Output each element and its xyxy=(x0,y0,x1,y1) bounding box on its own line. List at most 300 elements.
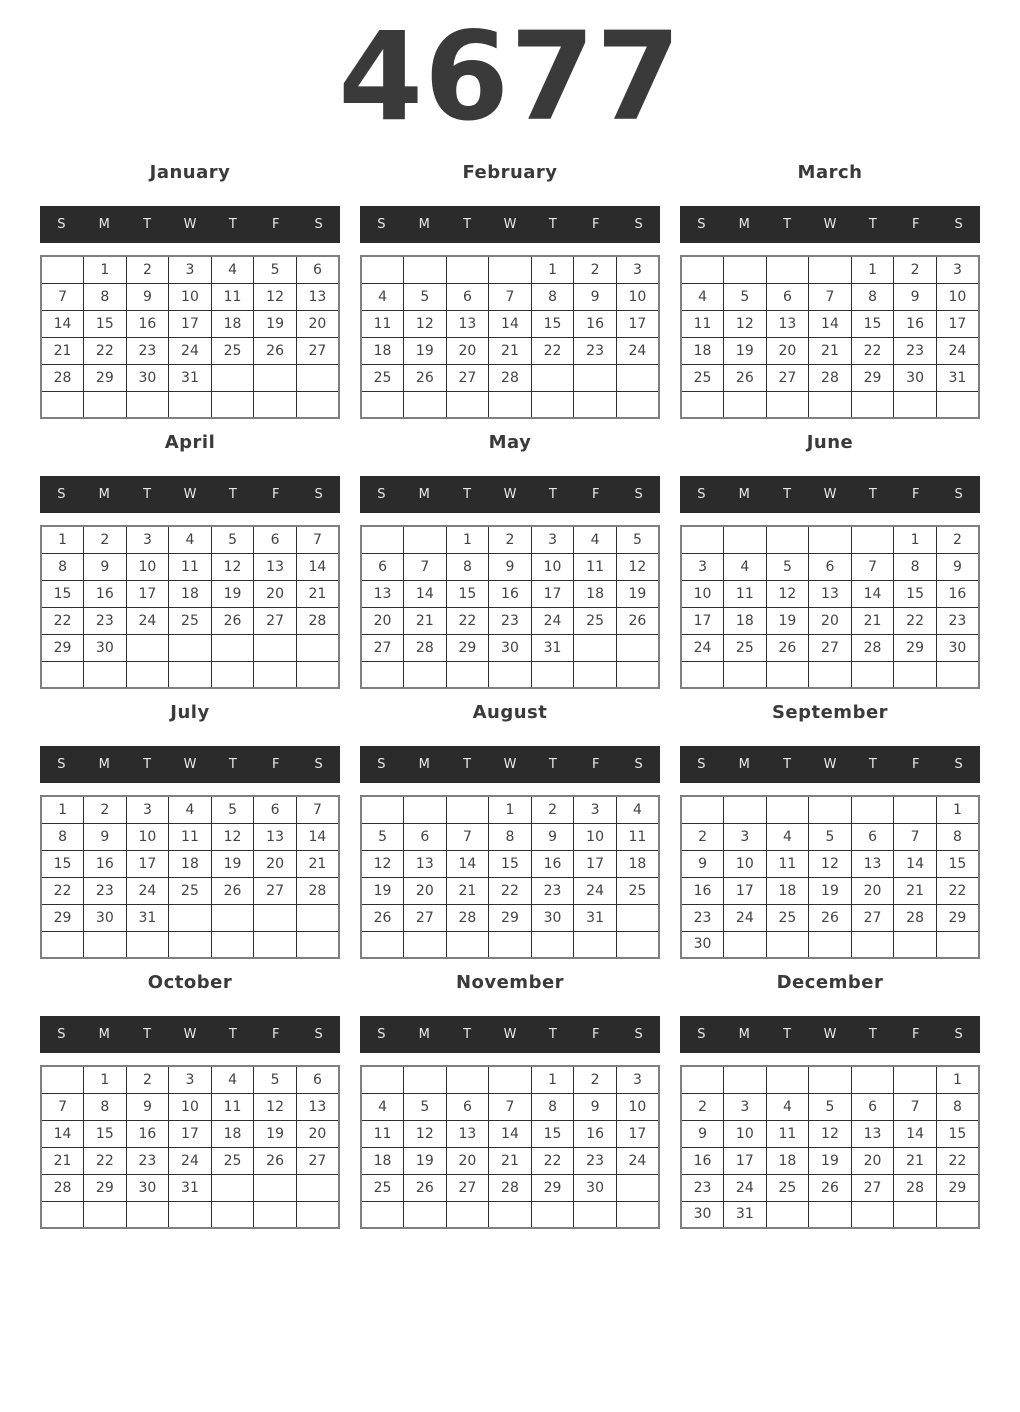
empty-day-cell xyxy=(126,634,169,661)
day-cell: 6 xyxy=(851,823,894,850)
day-cell: 22 xyxy=(446,607,489,634)
empty-day-cell xyxy=(404,661,447,688)
day-cell: 21 xyxy=(894,877,937,904)
empty-day-cell xyxy=(169,931,212,958)
day-cell: 7 xyxy=(446,823,489,850)
day-cell: 15 xyxy=(936,850,979,877)
empty-day-cell xyxy=(84,391,127,418)
week-row xyxy=(361,553,659,580)
day-cell: 19 xyxy=(211,850,254,877)
week-row xyxy=(41,553,339,580)
day-cell: 24 xyxy=(681,634,724,661)
empty-day-cell xyxy=(724,256,767,283)
day-cell: 28 xyxy=(446,904,489,931)
week-row xyxy=(41,364,339,391)
weekday-label: S xyxy=(377,217,386,232)
empty-day-cell xyxy=(169,1201,212,1228)
empty-day-cell xyxy=(766,256,809,283)
week-row xyxy=(681,553,979,580)
month-table xyxy=(40,255,340,419)
empty-day-cell xyxy=(681,256,724,283)
day-cell: 31 xyxy=(531,634,574,661)
weekday-header xyxy=(680,476,980,513)
empty-day-cell xyxy=(894,931,937,958)
day-cell: 1 xyxy=(446,526,489,553)
week-row xyxy=(41,1120,339,1147)
day-cell: 22 xyxy=(531,337,574,364)
day-cell: 29 xyxy=(894,634,937,661)
day-cell: 7 xyxy=(809,283,852,310)
day-cell: 24 xyxy=(531,607,574,634)
empty-day-cell xyxy=(809,391,852,418)
day-cell: 11 xyxy=(766,850,809,877)
day-cell: 12 xyxy=(211,553,254,580)
week-row xyxy=(41,1201,339,1228)
day-cell: 26 xyxy=(809,1174,852,1201)
weekday-label: T xyxy=(868,1027,877,1042)
day-cell: 22 xyxy=(489,877,532,904)
empty-day-cell xyxy=(84,661,127,688)
empty-day-cell xyxy=(126,661,169,688)
empty-day-cell xyxy=(404,391,447,418)
day-cell: 25 xyxy=(724,634,767,661)
day-cell: 26 xyxy=(404,364,447,391)
day-cell: 10 xyxy=(169,283,212,310)
weekday-label: S xyxy=(57,757,66,772)
day-cell: 17 xyxy=(169,1120,212,1147)
day-cell: 26 xyxy=(766,634,809,661)
empty-day-cell xyxy=(404,256,447,283)
empty-day-cell xyxy=(894,391,937,418)
day-cell: 28 xyxy=(404,634,447,661)
day-cell: 17 xyxy=(724,877,767,904)
day-cell: 29 xyxy=(936,1174,979,1201)
empty-day-cell xyxy=(296,364,339,391)
day-cell: 2 xyxy=(489,526,532,553)
empty-day-cell xyxy=(41,256,84,283)
day-cell: 14 xyxy=(296,823,339,850)
day-cell: 18 xyxy=(211,310,254,337)
day-cell: 28 xyxy=(489,1174,532,1201)
day-cell: 31 xyxy=(169,1174,212,1201)
week-row xyxy=(41,634,339,661)
day-cell: 23 xyxy=(681,1174,724,1201)
weekday-label: M xyxy=(738,1027,750,1042)
week-row xyxy=(361,1066,659,1093)
day-cell: 7 xyxy=(296,796,339,823)
empty-day-cell xyxy=(169,904,212,931)
day-cell: 28 xyxy=(489,364,532,391)
day-cell: 26 xyxy=(211,877,254,904)
week-row xyxy=(681,391,979,418)
day-cell: 3 xyxy=(169,256,212,283)
day-cell: 7 xyxy=(489,1093,532,1120)
empty-day-cell xyxy=(616,661,659,688)
day-cell: 24 xyxy=(724,904,767,931)
empty-day-cell xyxy=(894,1066,937,1093)
day-cell: 8 xyxy=(894,553,937,580)
day-cell: 14 xyxy=(851,580,894,607)
day-cell: 18 xyxy=(211,1120,254,1147)
empty-day-cell xyxy=(41,661,84,688)
day-cell: 21 xyxy=(809,337,852,364)
empty-day-cell xyxy=(41,931,84,958)
day-cell: 8 xyxy=(489,823,532,850)
day-cell: 18 xyxy=(361,1147,404,1174)
day-cell: 6 xyxy=(809,553,852,580)
month-june xyxy=(680,428,980,689)
weekday-label: S xyxy=(697,217,706,232)
week-row xyxy=(681,337,979,364)
day-cell: 16 xyxy=(574,310,617,337)
day-cell: 5 xyxy=(254,1066,297,1093)
weekday-label: S xyxy=(377,757,386,772)
empty-day-cell xyxy=(404,796,447,823)
day-cell: 27 xyxy=(851,1174,894,1201)
day-cell: 6 xyxy=(254,796,297,823)
day-cell: 8 xyxy=(41,823,84,850)
week-row xyxy=(41,850,339,877)
day-cell: 15 xyxy=(851,310,894,337)
empty-day-cell xyxy=(296,1174,339,1201)
empty-day-cell xyxy=(724,661,767,688)
day-cell: 29 xyxy=(531,1174,574,1201)
empty-day-cell xyxy=(361,526,404,553)
weekday-label: W xyxy=(823,1027,837,1042)
week-row xyxy=(681,310,979,337)
day-cell: 14 xyxy=(809,310,852,337)
weekday-label: W xyxy=(503,217,517,232)
week-row xyxy=(361,526,659,553)
day-cell: 18 xyxy=(766,877,809,904)
day-cell: 16 xyxy=(126,1120,169,1147)
empty-day-cell xyxy=(296,391,339,418)
day-cell: 30 xyxy=(531,904,574,931)
empty-day-cell xyxy=(724,526,767,553)
week-row xyxy=(681,796,979,823)
day-cell: 8 xyxy=(84,1093,127,1120)
day-cell: 15 xyxy=(41,850,84,877)
weekday-label: W xyxy=(823,217,837,232)
day-cell: 8 xyxy=(936,823,979,850)
day-cell: 10 xyxy=(126,823,169,850)
week-row xyxy=(41,1174,339,1201)
day-cell: 1 xyxy=(936,1066,979,1093)
day-cell: 21 xyxy=(296,580,339,607)
weekday-label: T xyxy=(228,1027,237,1042)
weekday-label: M xyxy=(418,757,430,772)
day-cell: 19 xyxy=(254,310,297,337)
day-cell: 3 xyxy=(616,256,659,283)
weekday-label: W xyxy=(503,487,517,502)
day-cell: 25 xyxy=(574,607,617,634)
day-cell: 6 xyxy=(766,283,809,310)
weekday-label: M xyxy=(738,217,750,232)
weekday-label: S xyxy=(314,1027,323,1042)
day-cell: 17 xyxy=(681,607,724,634)
day-cell: 28 xyxy=(41,1174,84,1201)
day-cell: 4 xyxy=(169,796,212,823)
week-row xyxy=(361,256,659,283)
day-cell: 19 xyxy=(724,337,767,364)
empty-day-cell xyxy=(361,661,404,688)
day-cell: 31 xyxy=(169,364,212,391)
month-title: April xyxy=(164,432,216,453)
week-row xyxy=(41,526,339,553)
empty-day-cell xyxy=(84,931,127,958)
day-cell: 30 xyxy=(681,931,724,958)
day-cell: 14 xyxy=(894,850,937,877)
day-cell: 20 xyxy=(254,580,297,607)
week-row xyxy=(361,283,659,310)
day-cell: 29 xyxy=(489,904,532,931)
day-cell: 20 xyxy=(446,337,489,364)
day-cell: 5 xyxy=(254,256,297,283)
month-july xyxy=(40,698,340,959)
day-cell: 21 xyxy=(41,337,84,364)
day-cell: 5 xyxy=(616,526,659,553)
day-cell: 9 xyxy=(126,1093,169,1120)
day-cell: 10 xyxy=(169,1093,212,1120)
empty-day-cell xyxy=(681,1066,724,1093)
week-row xyxy=(361,391,659,418)
empty-day-cell xyxy=(446,1201,489,1228)
day-cell: 7 xyxy=(894,823,937,850)
empty-day-cell xyxy=(809,796,852,823)
day-cell: 14 xyxy=(41,310,84,337)
day-cell: 13 xyxy=(851,850,894,877)
week-row xyxy=(41,1147,339,1174)
empty-day-cell xyxy=(851,661,894,688)
day-cell: 30 xyxy=(936,634,979,661)
day-cell: 30 xyxy=(894,364,937,391)
day-cell: 29 xyxy=(851,364,894,391)
weekday-header xyxy=(360,746,660,783)
empty-day-cell xyxy=(84,1201,127,1228)
day-cell: 27 xyxy=(296,337,339,364)
day-cell: 19 xyxy=(616,580,659,607)
day-cell: 7 xyxy=(41,1093,84,1120)
day-cell: 16 xyxy=(84,580,127,607)
weekday-label: M xyxy=(98,757,110,772)
day-cell: 16 xyxy=(574,1120,617,1147)
month-table xyxy=(360,1065,660,1229)
empty-day-cell xyxy=(574,634,617,661)
day-cell: 12 xyxy=(766,580,809,607)
empty-day-cell xyxy=(126,931,169,958)
week-row xyxy=(681,850,979,877)
day-cell: 9 xyxy=(681,1120,724,1147)
day-cell: 16 xyxy=(126,310,169,337)
empty-day-cell xyxy=(616,1174,659,1201)
day-cell: 18 xyxy=(574,580,617,607)
weekday-label: S xyxy=(634,1027,643,1042)
empty-day-cell xyxy=(531,1201,574,1228)
weekday-label: F xyxy=(591,1027,600,1042)
day-cell: 15 xyxy=(41,580,84,607)
week-row xyxy=(681,931,979,958)
day-cell: 14 xyxy=(489,1120,532,1147)
week-row xyxy=(41,310,339,337)
day-cell: 19 xyxy=(211,580,254,607)
day-cell: 4 xyxy=(574,526,617,553)
day-cell: 10 xyxy=(724,850,767,877)
week-row xyxy=(681,1147,979,1174)
day-cell: 5 xyxy=(766,553,809,580)
weekday-label: S xyxy=(377,1027,386,1042)
day-cell: 25 xyxy=(211,1147,254,1174)
month-table xyxy=(40,795,340,959)
weekday-label: S xyxy=(57,1027,66,1042)
day-cell: 9 xyxy=(574,1093,617,1120)
week-row xyxy=(361,1120,659,1147)
empty-day-cell xyxy=(126,1201,169,1228)
day-cell: 2 xyxy=(681,823,724,850)
month-table xyxy=(680,525,980,689)
day-cell: 3 xyxy=(616,1066,659,1093)
week-row xyxy=(361,1093,659,1120)
empty-day-cell xyxy=(616,904,659,931)
day-cell: 16 xyxy=(936,580,979,607)
weekday-label: M xyxy=(98,487,110,502)
day-cell: 20 xyxy=(809,607,852,634)
week-row xyxy=(41,391,339,418)
weekday-label: T xyxy=(143,1027,152,1042)
empty-day-cell xyxy=(574,661,617,688)
day-cell: 17 xyxy=(936,310,979,337)
empty-day-cell xyxy=(936,661,979,688)
empty-day-cell xyxy=(41,1066,84,1093)
empty-day-cell xyxy=(361,1066,404,1093)
month-march xyxy=(680,158,980,419)
day-cell: 23 xyxy=(84,607,127,634)
empty-day-cell xyxy=(894,661,937,688)
empty-day-cell xyxy=(936,931,979,958)
day-cell: 31 xyxy=(936,364,979,391)
week-row xyxy=(681,1066,979,1093)
weekday-label: S xyxy=(57,217,66,232)
day-cell: 5 xyxy=(809,1093,852,1120)
empty-day-cell xyxy=(489,391,532,418)
day-cell: 4 xyxy=(766,823,809,850)
day-cell: 12 xyxy=(404,1120,447,1147)
day-cell: 3 xyxy=(531,526,574,553)
weekday-header xyxy=(680,1016,980,1053)
month-title: November xyxy=(455,972,565,993)
empty-day-cell xyxy=(211,364,254,391)
empty-day-cell xyxy=(809,1066,852,1093)
day-cell: 10 xyxy=(616,283,659,310)
empty-day-cell xyxy=(681,661,724,688)
weekday-label: W xyxy=(183,757,197,772)
empty-day-cell xyxy=(616,634,659,661)
empty-day-cell xyxy=(489,931,532,958)
month-table xyxy=(360,255,660,419)
day-cell: 28 xyxy=(894,1174,937,1201)
week-row xyxy=(681,634,979,661)
day-cell: 11 xyxy=(574,553,617,580)
month-table xyxy=(360,525,660,689)
week-row xyxy=(41,283,339,310)
day-cell: 24 xyxy=(574,877,617,904)
empty-day-cell xyxy=(489,1066,532,1093)
empty-day-cell xyxy=(724,796,767,823)
day-cell: 29 xyxy=(41,634,84,661)
day-cell: 16 xyxy=(894,310,937,337)
day-cell: 18 xyxy=(361,337,404,364)
day-cell: 15 xyxy=(489,850,532,877)
day-cell: 9 xyxy=(894,283,937,310)
empty-day-cell xyxy=(809,1201,852,1228)
week-row xyxy=(41,904,339,931)
empty-day-cell xyxy=(296,634,339,661)
month-december xyxy=(680,968,980,1229)
day-cell: 28 xyxy=(296,877,339,904)
day-cell: 31 xyxy=(126,904,169,931)
week-row xyxy=(681,364,979,391)
weekday-label: F xyxy=(271,1027,280,1042)
empty-day-cell xyxy=(361,931,404,958)
empty-day-cell xyxy=(616,931,659,958)
week-row xyxy=(361,877,659,904)
empty-day-cell xyxy=(254,364,297,391)
empty-day-cell xyxy=(254,931,297,958)
day-cell: 22 xyxy=(894,607,937,634)
day-cell: 23 xyxy=(531,877,574,904)
day-cell: 4 xyxy=(681,283,724,310)
day-cell: 21 xyxy=(894,1147,937,1174)
day-cell: 22 xyxy=(936,877,979,904)
day-cell: 15 xyxy=(84,310,127,337)
weekday-label: S xyxy=(377,487,386,502)
month-title: February xyxy=(462,162,558,183)
day-cell: 11 xyxy=(361,1120,404,1147)
month-january xyxy=(40,158,340,419)
weekday-label: S xyxy=(314,487,323,502)
week-row xyxy=(681,661,979,688)
week-row xyxy=(361,931,659,958)
year-title: 4677 xyxy=(338,5,682,148)
day-cell: 7 xyxy=(41,283,84,310)
empty-day-cell xyxy=(489,256,532,283)
empty-day-cell xyxy=(489,1201,532,1228)
day-cell: 4 xyxy=(724,553,767,580)
weekday-header xyxy=(680,746,980,783)
weekday-label: S xyxy=(634,487,643,502)
day-cell: 9 xyxy=(936,553,979,580)
day-cell: 10 xyxy=(126,553,169,580)
day-cell: 28 xyxy=(809,364,852,391)
weekday-label: T xyxy=(463,1027,472,1042)
day-cell: 3 xyxy=(169,1066,212,1093)
day-cell: 11 xyxy=(211,283,254,310)
day-cell: 27 xyxy=(851,904,894,931)
empty-day-cell xyxy=(296,931,339,958)
empty-day-cell xyxy=(766,661,809,688)
empty-day-cell xyxy=(296,661,339,688)
week-row xyxy=(361,904,659,931)
day-cell: 27 xyxy=(296,1147,339,1174)
day-cell: 4 xyxy=(361,283,404,310)
day-cell: 9 xyxy=(574,283,617,310)
day-cell: 5 xyxy=(404,283,447,310)
day-cell: 29 xyxy=(41,904,84,931)
day-cell: 22 xyxy=(41,607,84,634)
day-cell: 30 xyxy=(681,1201,724,1228)
weekday-label: S xyxy=(697,1027,706,1042)
day-cell: 26 xyxy=(404,1174,447,1201)
day-cell: 7 xyxy=(489,283,532,310)
